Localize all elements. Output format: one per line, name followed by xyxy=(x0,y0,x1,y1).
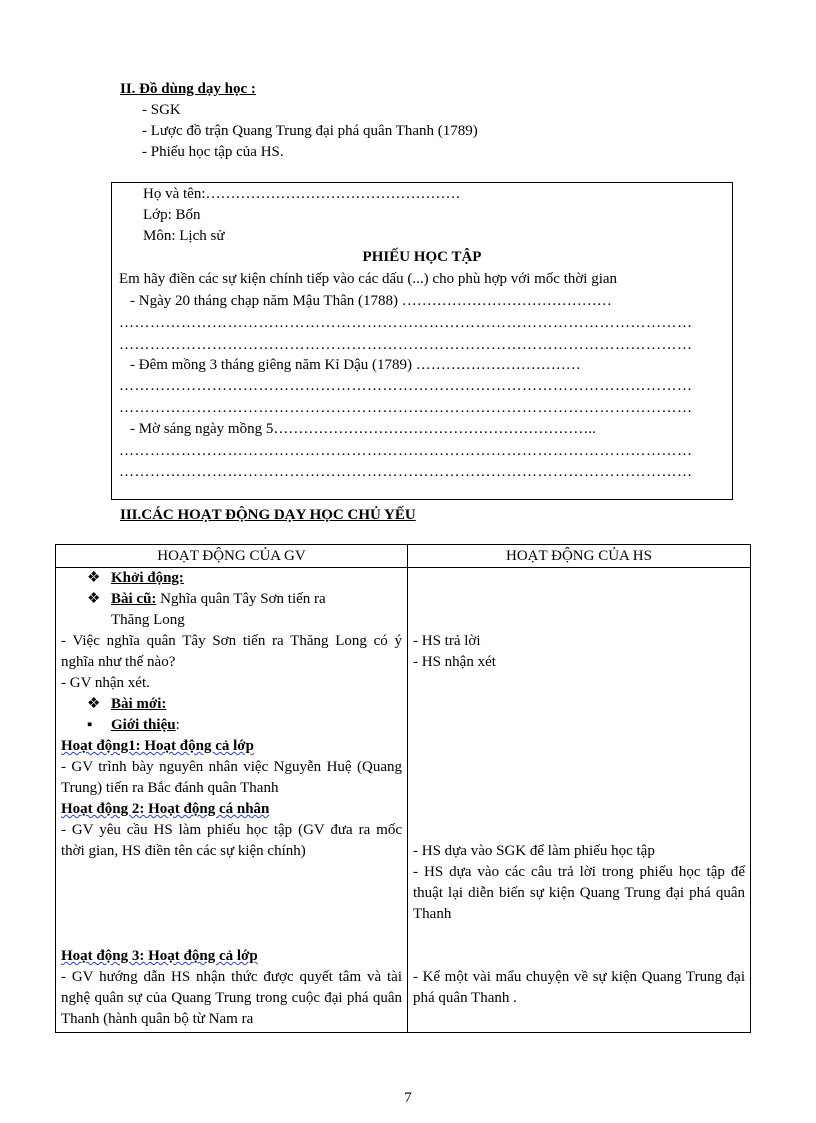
worksheet-dotline: ………………………………………………………………………………………………… xyxy=(119,378,693,394)
colon: : xyxy=(175,717,180,733)
worksheet-instruction: Em hãy điền các sự kiện chính tiếp vào các dấu (...) cho phù hợp với mốc thời gian xyxy=(119,271,618,287)
hd2-title: Hoạt động 2: Hoạt động cá nhân xyxy=(61,801,270,817)
square-bullet-icon: ▪ xyxy=(87,717,93,733)
hs-activities-cell xyxy=(408,568,751,1033)
activities-table xyxy=(55,544,751,1033)
worksheet-class-line: Lớp: Bốn xyxy=(143,207,201,223)
materials-item-map: - Lược đồ trận Quang Trung đại phá quân Thanh (1789) xyxy=(142,123,478,139)
worksheet-dotline: ………………………………………………………………………………………………… xyxy=(119,464,693,480)
bai-cu-label: Bài cũ: xyxy=(111,591,157,607)
col-header-hs: HOẠT ĐỘNG CỦA HS xyxy=(408,545,751,568)
section3-heading: III.CÁC HOẠT ĐỘNG DẠY HỌC CHỦ YẾU xyxy=(120,507,416,523)
hd1-title: Hoạt động1: Hoạt động cả lớp xyxy=(61,738,254,754)
worksheet-dotline: ………………………………………………………………………………………………… xyxy=(119,443,693,459)
materials-item-worksheet: - Phiếu học tập của HS. xyxy=(142,144,284,160)
worksheet-subject-line: Môn: Lịch sử xyxy=(143,228,225,244)
gv-question: - Việc nghĩa quân Tây Sơn tiến ra Thăng Long có ý nghĩa như thế nào? xyxy=(61,633,402,670)
gioi-thieu-label: Giới thiệu xyxy=(111,717,176,733)
worksheet-event-2: - Đêm mồng 3 tháng giêng năm Kỉ Dậu (1789) …………………………… xyxy=(130,357,581,373)
section2-heading: II. Đồ dùng dạy học : xyxy=(120,81,256,97)
diamond-bullet-icon: ❖ xyxy=(87,570,101,586)
bai-cu-text: Nghĩa quân Tây Sơn tiến ra xyxy=(156,591,326,607)
worksheet-dotline: ………………………………………………………………………………………………… xyxy=(119,337,693,353)
hs-answer: - HS trả lời xyxy=(413,633,481,649)
worksheet-title: PHIẾU HỌC TẬP xyxy=(362,249,482,265)
page-number: 7 xyxy=(404,1090,412,1106)
hd1-text: - GV trình bày nguyên nhân việc Nguyễn Huệ (Quang Trung) tiến ra Bắc đánh quân Thanh xyxy=(61,759,402,796)
hs-story: - Kể một vài mẩu chuyện về sự kiện Quang Trung đại phá quân Thanh . xyxy=(413,969,745,1006)
worksheet-event-1: - Ngày 20 tháng chạp năm Mậu Thân (1788) …………………………………… xyxy=(130,293,612,309)
khoi-dong-label: Khởi động: xyxy=(111,570,184,586)
worksheet-name-line: Họ và tên:…………………………………………… xyxy=(143,186,461,202)
bai-moi-label: Bài mới: xyxy=(111,696,167,712)
hd3-text: - GV hướng dẫn HS nhận thức được quyết tâm và tài nghệ quân sự của Quang Trung trong cuộc đại phá quân Thanh (hành quân bộ từ Nam ra xyxy=(61,969,402,1027)
diamond-bullet-icon: ❖ xyxy=(87,591,101,607)
materials-item-sgk: - SGK xyxy=(142,102,181,118)
bai-cu-text-2: Thăng Long xyxy=(111,612,185,628)
col-header-gv: HOẠT ĐỘNG CỦA GV xyxy=(56,545,408,568)
diamond-bullet-icon: ❖ xyxy=(87,696,101,712)
hd2-text: - GV yêu cầu HS làm phiếu học tập (GV đưa ra mốc thời gian, HS điền tên các sự kiện chính) xyxy=(61,822,402,859)
gv-comment: - GV nhận xét. xyxy=(61,675,150,691)
worksheet-dotline: ………………………………………………………………………………………………… xyxy=(119,315,693,331)
hd3-title: Hoạt động 3: Hoạt động cả lớp xyxy=(61,948,258,964)
hs-comment: - HS nhận xét xyxy=(413,654,496,670)
worksheet-dotline: ………………………………………………………………………………………………… xyxy=(119,400,693,416)
hs-worksheet: - HS dựa vào SGK để làm phiếu học tập xyxy=(413,843,655,859)
gv-activities-cell xyxy=(56,568,408,1033)
hs-retell: - HS dựa vào các câu trả lời trong phiếu học tập để thuật lại diễn biến sự kiện Quang Trung đại phá quân Thanh xyxy=(413,864,745,922)
worksheet-event-3: - Mờ sáng ngày mồng 5……………………………………………………….. xyxy=(130,421,596,437)
